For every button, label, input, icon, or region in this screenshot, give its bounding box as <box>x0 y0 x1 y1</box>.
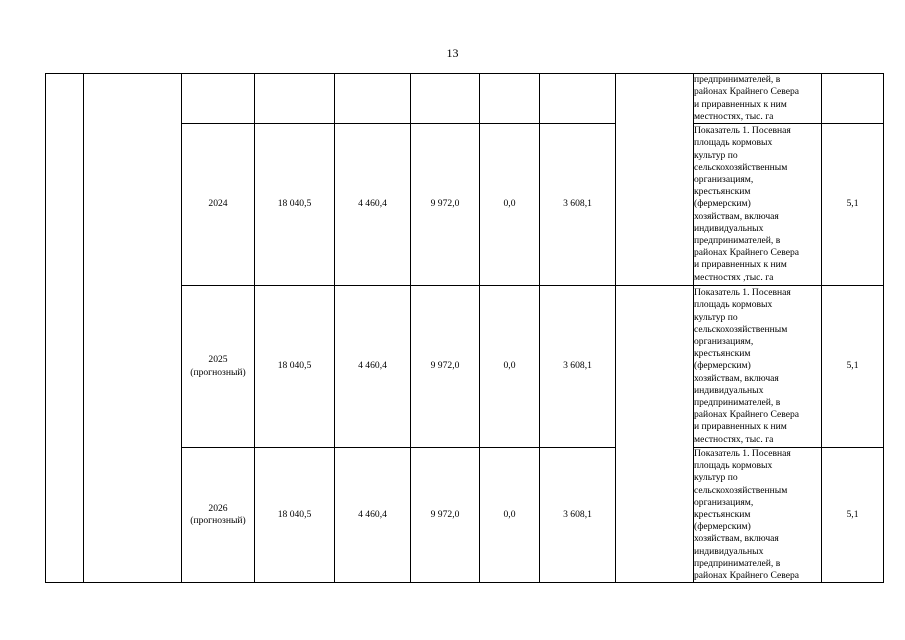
value-cell: 0,0 <box>480 124 540 286</box>
table-row <box>46 74 884 124</box>
indicator-text: Показатель 1. Посевная площадь кормовых культур по сельскохозяйственным организациям, крестьянским (фермерским) хозяйствам, включая индивидуальных предпринимателей, в районах Крайнего Севера и приравненных к ним местностях, тыс. га <box>694 287 800 445</box>
year-cell <box>182 124 255 286</box>
value-cell: 3 608,1 <box>540 124 616 286</box>
page-number: 13 <box>446 46 459 60</box>
value-cell: 4 460,4 <box>335 124 411 286</box>
indicator-text: предпринимателей, в районах Крайнего Севера и приравненных к ним местностях, тыс. га <box>694 74 800 122</box>
year-note: (прогнозный) <box>190 515 246 527</box>
indicator-text: Показатель 1. Посевная площадь кормовых культур по сельскохозяйственным организациям, крестьянским (фермерским) хозяйствам, включая индивидуальных предпринимателей, в районах Крайнего Севера <box>694 448 800 582</box>
year-note: (прогнозный) <box>190 366 246 378</box>
empty-cell <box>616 74 694 286</box>
empty-cell <box>480 74 540 124</box>
empty-cell <box>411 74 480 124</box>
indicator-cell <box>694 286 822 448</box>
indicator-value-cell: 5,1 <box>822 286 884 448</box>
indicator-cell <box>694 448 822 583</box>
value-cell: 9 972,0 <box>411 124 480 286</box>
value-cell: 0,0 <box>480 448 540 583</box>
year-label: 2026 <box>208 502 228 514</box>
value-cell: 0,0 <box>480 286 540 448</box>
year-cell <box>182 448 255 583</box>
empty-cell <box>335 74 411 124</box>
empty-cell <box>46 74 84 583</box>
value-cell: 4 460,4 <box>335 448 411 583</box>
empty-cell <box>255 74 335 124</box>
indicator-value-cell: 5,1 <box>822 124 884 286</box>
total-cell: 18 040,5 <box>255 448 335 583</box>
empty-cell <box>182 74 255 124</box>
value-cell: 9 972,0 <box>411 286 480 448</box>
value-cell: 3 608,1 <box>540 286 616 448</box>
total-cell: 18 040,5 <box>255 124 335 286</box>
indicator-cell <box>694 74 822 124</box>
indicator-text: Показатель 1. Посевная площадь кормовых культур по сельскохозяйственным организациям, крестьянским (фермерским) хозяйствам, включая индивидуальных предпринимателей, в районах Крайнего Севера и приравненных к ним местностях ,тыс. га <box>694 125 800 283</box>
year-label: 2025 <box>208 354 228 366</box>
value-cell: 9 972,0 <box>411 448 480 583</box>
empty-cell <box>540 74 616 124</box>
year-cell <box>182 286 255 448</box>
empty-cell <box>616 286 694 583</box>
empty-cell <box>84 74 182 583</box>
total-cell: 18 040,5 <box>255 286 335 448</box>
indicator-value-cell: 5,1 <box>822 448 884 583</box>
indicator-cell <box>694 124 822 286</box>
value-cell: 4 460,4 <box>335 286 411 448</box>
program-table <box>45 73 884 583</box>
year-label: 2024 <box>208 198 228 210</box>
value-cell: 3 608,1 <box>540 448 616 583</box>
empty-cell <box>822 74 884 124</box>
